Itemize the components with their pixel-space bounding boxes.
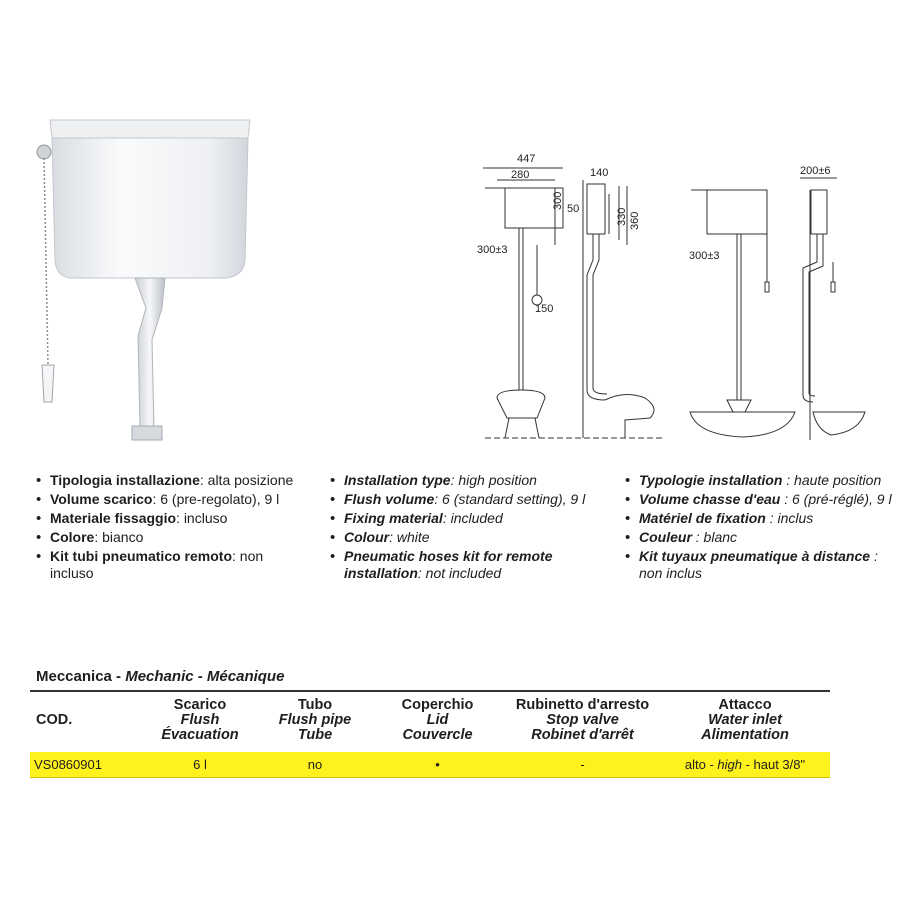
spec-item: • Flush volume: 6 (standard setting), 9 l (330, 491, 600, 508)
spec-item: • Volume scarico: 6 (pre-regolato), 9 l (36, 491, 306, 508)
table-rule (30, 690, 830, 692)
specs-italian (36, 472, 306, 584)
dim-447: 447 (517, 153, 536, 165)
dim-140: 140 (590, 167, 609, 179)
spec-item: • Pneumatic hoses kit for remote installation: not included (330, 548, 600, 582)
cell-attacco: alto - high - haut 3/8" (684, 757, 806, 772)
cell-cod: VS0860901 (34, 757, 102, 772)
dim-360: 360 (629, 211, 641, 230)
dim-300: 300 (552, 191, 564, 210)
spec-item: • Volume chasse d'eau : 6 (pré-réglé), 9 l (625, 491, 895, 508)
header-scarico: Scarico Flush Évacuation (161, 697, 239, 743)
header-cod: COD. (36, 712, 73, 728)
dim-300-3-a: 300±3 (477, 244, 508, 256)
spec-item: • Fixing material: included (330, 510, 600, 527)
specs-english (330, 472, 600, 584)
spec-item: • Materiale fissaggio: incluso (36, 510, 306, 527)
specs-french (625, 472, 895, 584)
header-coperchio: Coperchio Lid Couvercle (401, 697, 474, 743)
dim-280: 280 (511, 169, 530, 181)
header-rubinetto: Rubinetto d'arresto Stop valve Robinet d'arrêt (515, 697, 650, 743)
dim-200-6: 200±6 (800, 165, 831, 177)
cell-scarico: 6 l (193, 757, 207, 772)
cell-rubinetto: - (580, 757, 585, 772)
spec-item: • Kit tuyaux pneumatique à distance : non inclus (625, 548, 895, 582)
header-attacco: Attacco Water inlet Alimentation (701, 697, 789, 743)
spec-item: • Tipologia installazione: alta posizione (36, 472, 306, 489)
cell-coperchio: • (435, 757, 440, 772)
dim-300-3-b: 300±3 (689, 250, 720, 262)
spec-item: • Kit tubi pneumatico remoto: non incluso (36, 548, 306, 582)
dim-50: 50 (567, 203, 580, 215)
dim-330: 330 (616, 207, 628, 226)
dim-150: 150 (535, 303, 554, 315)
spec-item: • Colore: bianco (36, 529, 306, 546)
product-photo (30, 110, 300, 450)
spec-item: • Typologie installation : haute position (625, 472, 895, 489)
header-tubo: Tubo Flush pipe Tube (278, 697, 352, 743)
table-title: Meccanica - Mechanic - Mécanique (36, 668, 285, 685)
spec-item: • Colour: white (330, 529, 600, 546)
technical-drawing (475, 150, 875, 450)
spec-item: • Matériel de fixation : inclus (625, 510, 895, 527)
spec-item: • Installation type: high position (330, 472, 600, 489)
cell-tubo: no (307, 757, 323, 772)
spec-item: • Couleur : blanc (625, 529, 895, 546)
